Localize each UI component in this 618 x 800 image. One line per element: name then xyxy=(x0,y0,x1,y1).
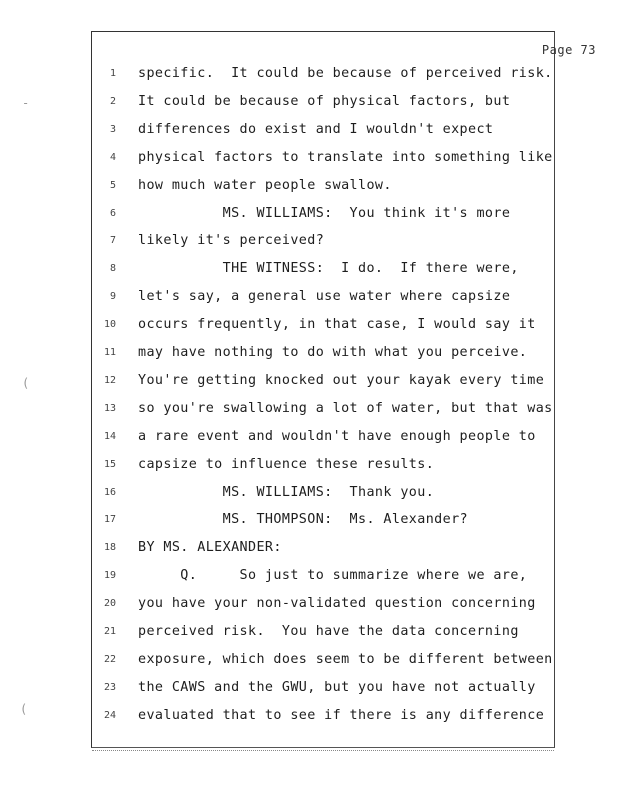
transcript-line: occurs frequently, in that case, I would say it xyxy=(138,317,536,333)
line-number: 20 xyxy=(103,598,116,610)
transcript-line: perceived risk. You have the data concerning xyxy=(138,624,519,639)
line-number: 9 xyxy=(109,291,116,303)
transcript-line: specific. It could be because of perceived risk. xyxy=(138,66,553,81)
transcript-line: evaluated that to see if there is any difference xyxy=(138,707,545,723)
scan-edge-artifact xyxy=(92,746,554,751)
line-number: 19 xyxy=(103,570,116,582)
line-number: 10 xyxy=(103,319,116,331)
transcript-line: let's say, a general use water where capsize xyxy=(138,289,511,305)
line-number: 12 xyxy=(103,374,116,386)
line-number: 15 xyxy=(103,458,116,470)
transcript-page-frame xyxy=(91,31,555,748)
transcript-line: the CAWS and the GWU, but you have not actually xyxy=(138,679,536,695)
margin-tick-mark: ( xyxy=(20,702,28,716)
line-number: 21 xyxy=(103,626,116,637)
line-number: 6 xyxy=(109,207,116,219)
transcript-line: you have your non-validated question concerning xyxy=(138,596,536,612)
transcript-line: BY MS. ALEXANDER: xyxy=(138,540,282,556)
page-number-header: Page 73 xyxy=(541,43,596,57)
transcript-line: likely it's perceived? xyxy=(138,233,325,249)
transcript-line: capsize to influence these results. xyxy=(138,456,435,472)
transcript-line: physical factors to translate into something like xyxy=(138,149,553,165)
transcript-line: a rare event and wouldn't have enough people to xyxy=(138,428,536,444)
line-number: 2 xyxy=(109,95,116,107)
transcript-line: may have nothing to do with what you perceive. xyxy=(138,345,528,360)
transcript-line: so you're swallowing a lot of water, but that was xyxy=(138,400,553,416)
transcript-line: MS. WILLIAMS: You think it's more xyxy=(138,205,511,221)
transcript-line: THE WITNESS: I do. If there were, xyxy=(138,261,519,277)
line-number: 18 xyxy=(103,542,116,554)
transcript-line: differences do exist and I wouldn't expect xyxy=(138,121,494,137)
line-number: 22 xyxy=(103,653,116,665)
transcript-line: It could be because of physical factors, but xyxy=(138,93,511,109)
transcript-line: Q. So just to summarize where we are, xyxy=(138,568,528,584)
line-number: 17 xyxy=(103,514,116,526)
line-number: 13 xyxy=(103,402,116,414)
margin-tick-mark: ( xyxy=(22,376,30,390)
transcript-line: exposure, which does seem to be different between xyxy=(138,651,553,667)
line-number: 1 xyxy=(109,68,116,79)
margin-tick-mark: - xyxy=(22,96,30,110)
line-number: 14 xyxy=(103,430,116,442)
line-number: 4 xyxy=(109,151,116,163)
line-number: 16 xyxy=(103,486,116,498)
transcript-line: MS. WILLIAMS: Thank you. xyxy=(138,484,435,500)
line-number: 7 xyxy=(109,235,116,247)
transcript-line: how much water people swallow. xyxy=(138,177,392,193)
line-number: 8 xyxy=(109,263,116,275)
line-number: 23 xyxy=(103,681,116,693)
line-number: 11 xyxy=(103,347,116,358)
line-number: 3 xyxy=(109,123,116,135)
transcript-line: MS. THOMPSON: Ms. Alexander? xyxy=(138,512,469,528)
line-number: 24 xyxy=(103,709,116,721)
transcript-line: You're getting knocked out your kayak every time xyxy=(138,372,545,388)
line-number: 5 xyxy=(109,179,116,191)
